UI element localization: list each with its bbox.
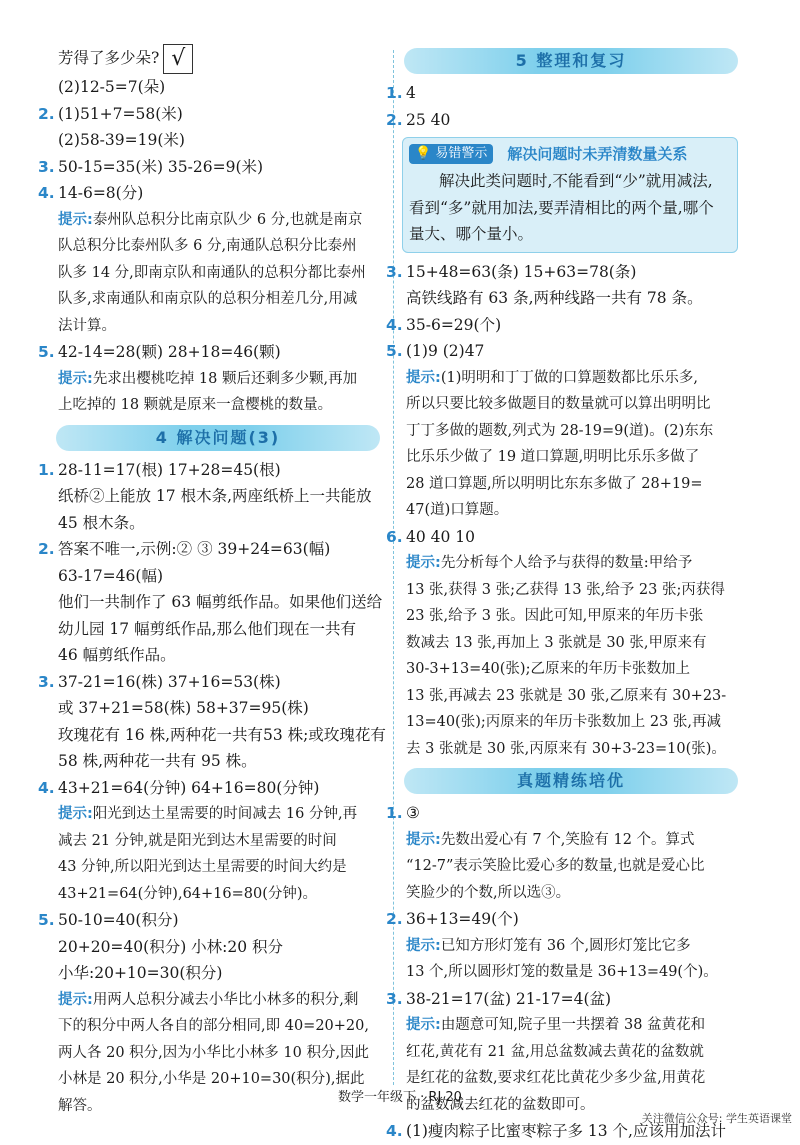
left-column [38,44,386,1119]
answer-text: 42-14=28(颗) 28+18=46(颗) [58,343,281,361]
answer-line: 纸桥②上能放 17 根木条,两座纸桥上一共能放 [58,487,372,505]
hint-label: 提示: [406,937,441,954]
question-number: 6. [386,527,403,546]
section-banner: 真题精练培优 [404,768,738,794]
answer-text: 37-21=16(株) 37+16=53(株) [58,672,281,691]
hint-line: 数减去 13 张,再加上 3 张就是 30 张,甲原来有 [406,634,707,651]
answer-line [38,154,380,181]
warning-tag [409,144,493,164]
hint-line: 13=40(张);丙原来的年历卡张数加上 23 张,再减 [406,714,722,730]
hint-line: 法计算。 [58,317,116,334]
question-number: 3. [38,672,55,691]
hint-line [406,365,738,392]
hint-line: 上吃掉的 18 颗就是原来一盒樱桃的数量。 [58,397,333,413]
answer-text: ③ [406,804,420,822]
answer-text: 答案不唯一,示例:② ③ 39+24=63(幅) [58,540,331,558]
answer-text: 4 [406,84,416,102]
hint-line: 28 道口算题,所以明明比东东多做了 28+19= [406,475,703,492]
hint-text: 先分析每个人给予与获得的数量:甲给予 [440,555,693,571]
hint-line: 减去 21 分钟,就是阳光到达木星需要的时间 [58,832,337,849]
hint-line: 13 张,再减去 23 张就是 30 张,乙原来有 30+23- [406,687,727,704]
lightbulb-icon: 💡 [415,146,432,161]
answer-line [386,80,738,107]
hint-line: 队多 14 分,即南京队和南通队的总积分都比泰州 [58,264,366,281]
hint-line [58,987,380,1014]
question-number: 2. [386,110,403,129]
hint-text: 先数出爱心有 7 个,笑脸有 12 个。算式 [440,831,695,848]
question-number: 5. [386,342,403,360]
answer-text: (1)51+7=58(米) [58,104,183,123]
hint-label: 提示: [406,555,441,571]
hint-label: 提示: [406,831,441,848]
question-number: 2. [386,910,403,928]
answer-line [386,259,738,286]
hint-line: 13 张,获得 3 张;乙获得 13 张,给予 23 张;丙获得 [406,581,725,598]
hint-label: 提示: [58,991,93,1008]
hint-line: 的盆数减去红花的盆数即可。 [406,1096,595,1113]
answer-text: 43+21=64(分钟) 64+16=80(分钟) [58,778,320,797]
warning-header [409,140,729,168]
hint-line: 43 分钟,所以阳光到达土星需要的时间大约是 [58,859,347,875]
hint-line: 30-3+13=40(张);乙原来的年历卡张数加上 [406,661,690,677]
answer-text: 36+13=49(个) [406,910,519,928]
answer-text: 40 40 10 [406,527,476,546]
hint-line: 下的积分中两人各自的部分相同,即 40=20+20, [58,1018,369,1034]
answer-line [38,669,380,696]
question-number: 3. [38,157,55,176]
hint-line: 所以只要比较多做题目的数量就可以算出明明比 [406,396,711,412]
answer-text: 芳得了多少朵? [58,49,160,67]
question-number: 5. [38,343,55,361]
answer-line: 63-17=46(幅) [58,566,163,585]
answer-line [386,312,738,339]
answer-line: 58 株,两种花一共有 95 株。 [58,752,257,770]
question-number: 4. [386,1122,403,1140]
question-number: 5. [38,911,55,929]
hint-line [406,827,738,854]
hint-line [58,366,380,393]
hint-label: 提示: [406,1017,441,1033]
hint-line: 两人各 20 积分,因为小华比小林多 10 积分,因此 [58,1044,370,1061]
wechat-note: 关注微信公众号: 学生英语课堂 [641,1112,792,1125]
answer-text: 15+48=63(条) 15+63=78(条) [406,262,637,281]
hint-line: 红花,黄花有 21 盆,用总盆数减去黄花的盆数就 [406,1043,704,1060]
hint-line: “12-7”表示笑脸比爱心多的数量,也就是爱心比 [406,858,705,874]
hint-line [58,801,380,828]
hint-line: 队总积分比泰州队多 6 分,南通队总积分比泰州 [58,238,357,254]
answer-line [38,536,380,563]
hint-text: (1)明明和丁丁做的口算题数都比乐乐多, [440,369,698,386]
answer-text: 25 40 [406,110,451,129]
answer-line [386,107,738,134]
answer-line [38,907,380,934]
answer-line [386,906,738,933]
answer-line: 20+20=40(积分) 小林:20 积分 [58,937,284,956]
answer-line: 45 根木条。 [58,513,145,532]
answer-line: 高铁线路有 63 条,两种线路一共有 78 条。 [406,289,703,307]
answer-line: 小华:20+10=30(积分) [58,964,223,982]
hint-line: 小林是 20 积分,小华是 20+10=30(积分),据此 [58,1071,365,1087]
answer-line [38,457,380,484]
hint-line [58,207,380,234]
section-banner: 5 整理和复习 [404,48,738,74]
answer-line [386,800,738,827]
answer-line [38,339,380,366]
hint-label: 提示: [58,806,93,822]
warning-tag-text: 易错警示 [435,146,488,161]
answer-line: 他们一共制作了 63 幅剪纸作品。如果他们送给 [58,593,383,611]
hint-text: 先求出樱桃吃掉 18 颗后还剩多少颗,再加 [92,370,358,387]
hint-line [406,550,738,577]
answer-text: 50-15=35(米) 35-26=9(米) [58,157,264,176]
question-number: 4. [386,315,403,334]
hint-label: 提示: [406,369,441,386]
hint-line: 比乐乐少做了 19 道口算题,明明比乐乐多做了 [406,449,700,465]
hint-line: 43+21=64(分钟),64+16=80(分钟)。 [58,885,318,902]
warning-line: 量大、哪个量小。 [409,225,534,243]
answer-line [38,775,380,802]
question-number: 4. [38,184,55,202]
question-number: 1. [386,84,403,102]
page-footer: 数学一年级下 · RJ 20 [338,1090,462,1105]
warning-line: 解决此类问题时,不能看到“少”就用减法, [439,172,713,190]
hint-line: 解答。 [58,1097,102,1114]
check-box: √ [163,44,193,74]
question-number: 3. [386,262,403,281]
answer-line: 或 37+21=58(株) 58+37=95(株) [58,699,309,717]
answer-line [386,338,738,365]
hint-line: 队多,求南通队和南京队的总积分相差几分,用减 [58,291,358,307]
question-number: 3. [386,989,403,1008]
hint-line: 是红花的盆数,要求红花比黄花少多少盆,用黄花 [406,1070,706,1086]
question-number: 2. [38,104,55,123]
answer-line [38,180,380,207]
answer-line: 46 幅剪纸作品。 [58,646,176,664]
answer-line: 玫瑰花有 16 株,两种花一共有53 株;或玫瑰花有 [58,725,386,744]
answer-line [38,101,380,128]
question-number: 2. [38,540,55,558]
answer-line [58,44,380,74]
hint-line [406,933,738,960]
answer-line [386,986,738,1013]
hint-line: 丁丁多做的题数,列式为 28-19=9(道)。(2)东东 [406,422,714,439]
hint-text: 阳光到达土星需要的时间减去 16 分钟,再 [92,806,358,822]
hint-text: 用两人总积分减去小华比小林多的积分,剩 [92,991,359,1008]
section-banner: 4 解决问题(3) [56,425,380,451]
answer-text: (1)9 (2)47 [406,342,485,360]
answer-line: (2)58-39=19(米) [58,131,185,149]
answer-text: 28-11=17(根) 17+28=45(根) [58,460,281,479]
question-number: 1. [386,804,403,822]
answer-text: (1)瘦肉粽子比蜜枣粽子多 13 个,应该用加法计 [406,1122,726,1140]
hint-line [406,1012,738,1039]
warning-line: 看到“多”就用加法,要弄清相比的两个量,哪个 [409,198,714,217]
answer-line [386,524,738,551]
answer-text: 38-21=17(盆) 21-17=4(盆) [406,989,612,1008]
hint-label: 提示: [58,211,93,228]
answer-text: 35-6=29(个) [406,315,502,334]
warning-title: 解决问题时未弄清数量关系 [507,145,688,163]
hint-line: 笑脸少的个数,所以选③。 [406,884,571,901]
answer-line: 幼儿园 17 幅剪纸作品,那么他们现在一共有 [58,619,357,638]
hint-text: 由题意可知,院子里一共摆着 38 盆黄花和 [440,1017,706,1033]
answer-text: 14-6=8(分) [58,184,144,202]
warning-box [402,137,738,253]
hint-label: 提示: [58,370,93,387]
hint-text: 已知方形灯笼有 36 个,圆形灯笼比它多 [440,937,691,954]
hint-line: 47(道)口算题。 [406,502,509,518]
hint-text: 泰州队总积分比南京队少 6 分,也就是南京 [92,211,363,228]
hint-line: 去 3 张就是 30 张,丙原来有 30+3-23=10(张)。 [406,740,726,757]
answer-line: (2)12-5=7(朵) [58,78,166,96]
hint-line: 23 张,给予 3 张。因此可知,甲原来的年历卡张 [406,608,704,624]
hint-line: 13 个,所以圆形灯笼的数量是 36+13=49(个)。 [406,964,718,980]
answer-text: 50-10=40(积分) [58,911,179,929]
question-number: 1. [38,460,55,479]
question-number: 4. [38,778,55,797]
